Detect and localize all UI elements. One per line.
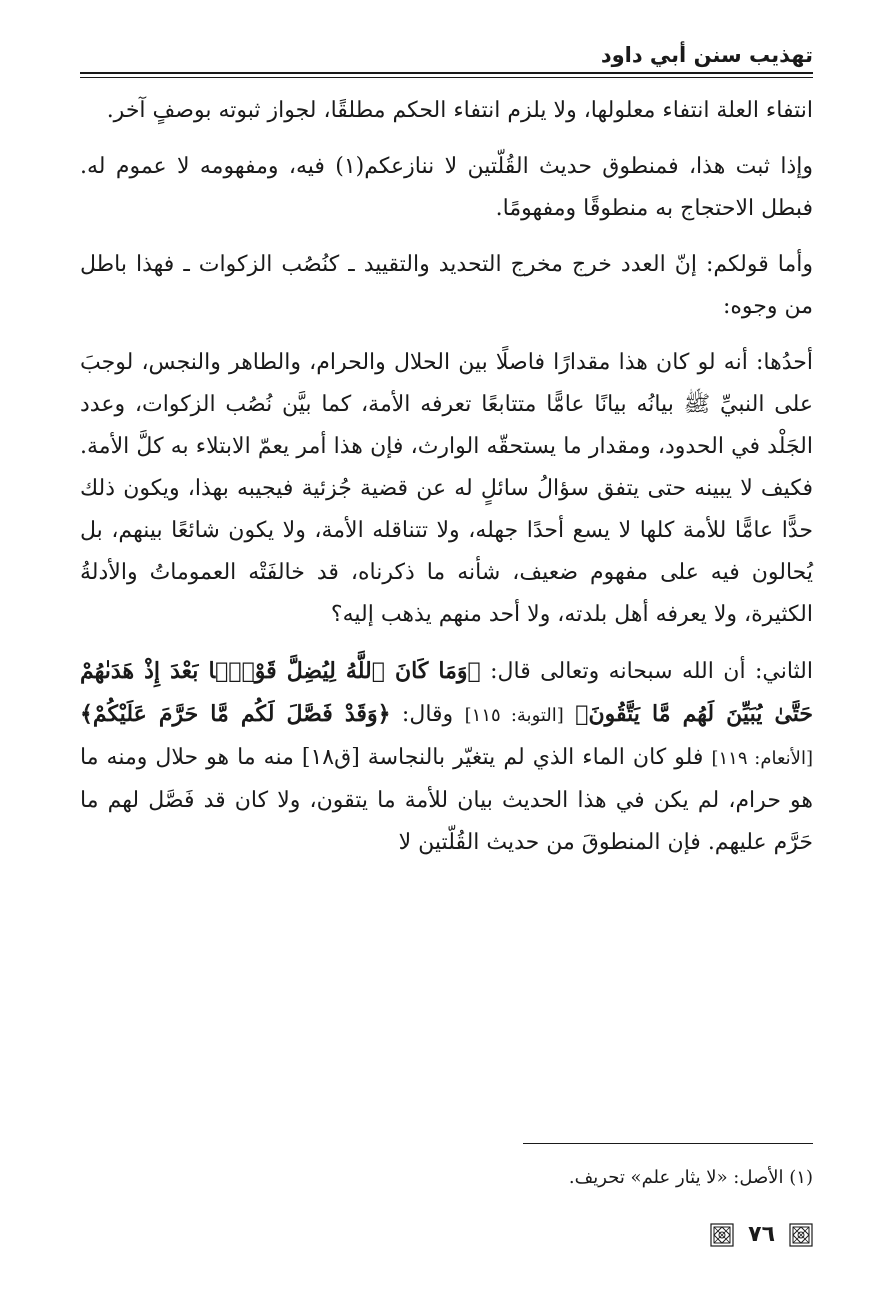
paragraph-1: انتفاء العلة انتفاء معلولها، ولا يلزم انتفاء الحكم مطلقًا، لجواز ثبوته بوصفٍ آخر. — [106, 98, 813, 123]
footnote-rule — [523, 1143, 813, 1144]
para5-mid: وقال: — [401, 702, 454, 727]
quran-verse-1: ﴿وَمَا كَانَ ٱللَّهُ لِيُضِلَّ قَوْمًۢا بَعْدَ إِذْ هَدَىٰهُمْ حَتَّىٰ يُبَيِّنَ لَهُم مَّا يَتَّقُونَ﴾ — [80, 658, 814, 727]
running-header-title: تهذيب سنن أبي داود — [600, 43, 813, 67]
knot-ornament-icon — [710, 1223, 734, 1247]
knot-ornament-icon — [789, 1223, 813, 1247]
header-rule — [80, 72, 813, 74]
para5-rest: فلو كان الماء الذي لم يتغيّر بالنجاسة [ق١٨] منه ما هو حلال ومنه ما هو حرام، لم يكن في هذا الحديث بيان للأمة ما يتقون، ولا كان قد فَصَّل لهم ما حَرَّم عليهم. فإن المنطوقَ من حديث القُلّتين لا — [80, 745, 813, 855]
paragraph-4: أحدُها: أنه لو كان هذا مقدارًا فاصلًا بين الحلال والحرام، والطاهر والنجس، لوجبَ على النبيِّ ﷺ بيانُه بيانًا عامًّا متتابعًا تعرفه الأمة، كما بيَّن نُصُب الزكوات، وعدد الجَلْد في الحدود، ومقدار ما يستحقّه الوارث، فإن هذا أمر يعمّ الابتلاء به كلَّ الأمة. فكيف لا يبينه حتى يتفق سؤالُ سائلٍ له عن قضية جُزئية فيجيبه بهذا، ويكون ذلك حدًّا عامًّا للأمة كلها لا يسع أحدًا جهله، ولا تتناقله الأمة، ولا يكون شائعًا بينهم، بل يُحالون فيه على مفهوم ضعيف، شأنه ما ذكرناه، قد خالفَتْه العموماتُ والأدلةُ الكثيرة، ولا يعرفه أهل بلدته، ولا أحد منهم يذهب إليه؟ — [80, 350, 813, 627]
paragraph-2: وإذا ثبت هذا، فمنطوق حديث القُلّتين لا ننازعكم(١) فيه، ومفهومه لا عموم له. فبطل الاحتجاج به منطوقًا ومفهومًا. — [80, 154, 813, 221]
quran-verse-2: ﴿وَقَدْ فَصَّلَ لَكُم مَّا حَرَّمَ عَلَيْكُمْ﴾ — [80, 701, 391, 727]
paragraph-5 — [80, 650, 813, 864]
footnote: (١) الأصل: «لا يثار علم» تحريف. — [568, 1167, 813, 1188]
verse-reference-1: [التوبة: ١١٥] — [464, 705, 564, 726]
verse-reference-2: [الأنعام: ١١٩] — [711, 748, 813, 769]
main-text — [80, 90, 813, 878]
page-number: ٧٦ — [748, 1222, 775, 1247]
folio — [710, 1220, 813, 1250]
paragraph-3: وأما قولكم: إنّ العدد خرج مخرج التحديد والتقييد ـ كنُصُب الزكوات ـ فهذا باطل من وجوه: — [80, 252, 813, 319]
para5-intro: الثاني: أن الله سبحانه وتعالى قال: — [490, 659, 813, 684]
header-rule-thin — [80, 77, 813, 78]
